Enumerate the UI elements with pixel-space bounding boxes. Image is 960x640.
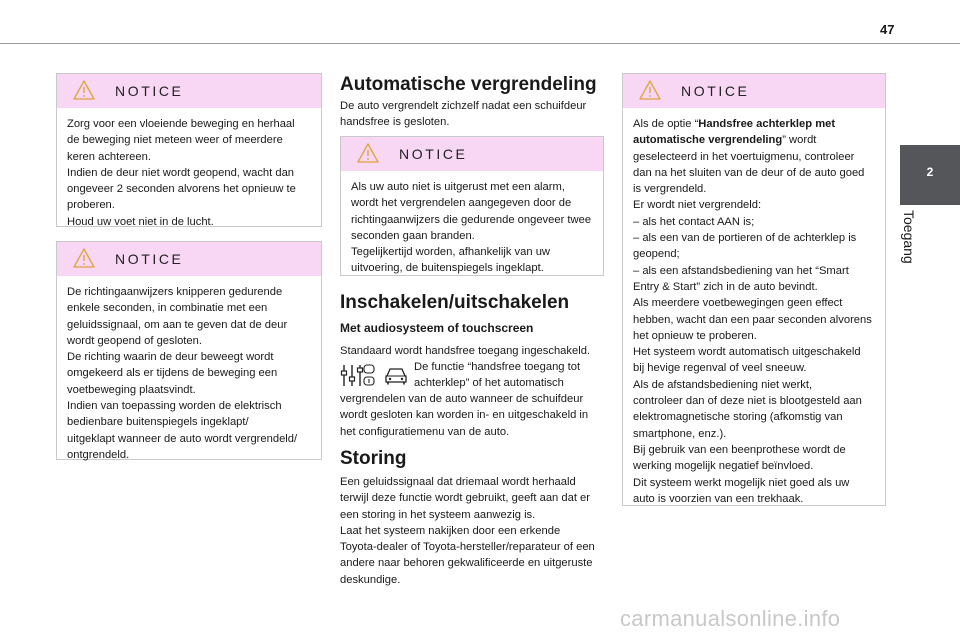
text-line: ongeveer 2 seconden alvorens het opnieuw te: [67, 183, 296, 196]
text-line: uitgeklapt wanneer de auto wordt vergrendeld/: [67, 432, 298, 445]
warning-triangle-icon: [357, 143, 379, 163]
text-line: Er wordt niet vergrendeld:: [633, 199, 762, 212]
text-line: bedienbare buitenspiegels ingeklapt/: [67, 416, 249, 429]
car-icon: [383, 366, 409, 386]
text-line: Het systeem wordt automatisch uitgeschakeld: [633, 346, 861, 359]
subheading-audio-touchscreen: Met audiosysteem of touchscreen: [340, 321, 534, 335]
text-line: elektromagnetische storing (afkomstig van: [633, 411, 843, 424]
option-name-bold: automatische vergrendeling: [633, 134, 783, 147]
chapter-label: [895, 210, 923, 300]
text-line: dan na het sluiten van de deur of de auto goed: [633, 166, 865, 179]
text-line: het configuratiemenu van de auto.: [340, 425, 510, 438]
text-line: omgekeerd als er tijdens de beweging een: [67, 367, 278, 380]
notice-box-3: [340, 136, 604, 276]
notice-header: [623, 74, 885, 108]
text-line: – als een van de portieren of de achterklep is: [633, 232, 857, 245]
text-line: andere naar behoren gekwalificeerde en uitgeruste: [340, 557, 593, 570]
text-line: Toyota-dealer of Toyota-hersteller/reparateur of een: [340, 541, 595, 554]
text-line: De richtingaanwijzers knipperen gedurende: [67, 286, 283, 298]
notice-title: NOTICE: [115, 83, 184, 99]
default-paragraph: Standaard wordt handsfree toegang ingeschakeld.: [340, 345, 591, 357]
text-line: proberen.: [67, 199, 115, 212]
text-line: uitvoering, de buitenspiegels ingeklapt.: [351, 262, 544, 275]
text-line: De auto vergrendelt zichzelf nadat een schuifdeur: [340, 100, 587, 112]
text-line: de beweging niet meteen weer of meerdere: [67, 134, 283, 147]
text-line: – als het contact AAN is;: [633, 215, 755, 228]
warning-triangle-icon: [73, 248, 95, 268]
header-divider: [0, 43, 960, 44]
page-number: 47: [880, 22, 895, 37]
text-line: controleer dan of deze niet is blootgesteld aan: [633, 395, 862, 408]
notice-title: NOTICE: [399, 146, 468, 162]
option-name-bold: Handsfree achterklep met: [698, 118, 836, 130]
text-line: voetbeweging plaatsvindt.: [67, 383, 196, 396]
text-line: Houd uw voet niet in de lucht.: [67, 215, 214, 228]
notice-header: [57, 242, 321, 276]
text-line: is vergrendeld.: [633, 183, 707, 196]
heading-enable-disable: Inschakelen/uitschakelen: [340, 292, 570, 313]
text-line: Een geluidssignaal dat driemaal wordt herhaald: [340, 476, 576, 488]
text-line: geopend;: [633, 248, 680, 261]
text-line: Als uw auto niet is uitgerust met een alarm,: [351, 181, 565, 193]
text-line: een storing in het systeem aanwezig is.: [340, 508, 536, 521]
text-line: deskundige.: [340, 573, 401, 586]
notice-body: [341, 171, 603, 285]
function-paragraph: [340, 391, 615, 440]
text-fragment: Als de optie “: [633, 118, 699, 130]
notice-header: [57, 74, 321, 108]
warning-triangle-icon: [73, 80, 95, 100]
text-line: wordt gesloten kan worden in- en uitgeschakeld in: [340, 409, 589, 422]
text-line: handsfree is gesloten.: [340, 116, 450, 129]
text-fragment: ” wordt: [782, 134, 817, 147]
text-line: De richting waarin de deur beweegt wordt: [67, 351, 274, 364]
malfunction-paragraph: [340, 474, 615, 588]
text-line: geselecteerd in het voertuigmenu, controleer: [633, 150, 855, 163]
intro-paragraph: [340, 98, 610, 131]
text-line: Indien de deur niet wordt geopend, wacht dan: [67, 166, 295, 179]
text-line: auto is voorzien van een trekhaak.: [633, 492, 804, 505]
text-line: wordt geopend of gesloten.: [67, 334, 202, 347]
function-paragraph-icon-lines: [414, 359, 614, 392]
text-line: richtingaanwijzers die gedurende ongeveer twee: [351, 213, 592, 226]
text-line: – als een afstandsbediening van het “Smart: [633, 264, 849, 277]
text-line: Zorg voor een vloeiende beweging en herhaal: [67, 118, 295, 130]
notice-title: NOTICE: [681, 83, 750, 99]
text-line: Als de afstandsbediening niet werkt,: [633, 378, 813, 391]
text-line: Entry & Start” zich in de auto bevindt.: [633, 280, 818, 293]
notice-header: [341, 137, 603, 171]
text-line: Als meerdere voetbewegingen geen effect: [633, 297, 843, 310]
notice-title: NOTICE: [115, 251, 184, 267]
text-line: Laat het systeem nakijken door een erkende: [340, 524, 561, 537]
notice-box-4: [622, 73, 886, 506]
text-line: Indien van toepassing worden de elektrisch: [67, 400, 282, 413]
text-line: enkele seconden, in combinatie met een: [67, 302, 268, 315]
text-line: keren achtereen.: [67, 150, 151, 163]
notice-body: [623, 108, 885, 515]
text-line: het opnieuw te proberen.: [633, 329, 757, 342]
notice-body: [57, 108, 321, 238]
text-line: [633, 116, 875, 132]
text-line: werking mogelijk negatief beïnvloed.: [633, 460, 814, 473]
settings-sliders-icon: [340, 362, 376, 388]
text-line: Tegelijkertijd worden, afhankelijk van uw: [351, 246, 550, 259]
text-line: [633, 132, 875, 148]
text-line: De functie “handsfree toegang tot: [414, 361, 581, 373]
text-line: Dit systeem werkt mogelijk niet goed als uw: [633, 476, 850, 489]
notice-box-1: [56, 73, 322, 227]
text-line: vergrendelen van de auto wanneer de schuifdeur: [340, 393, 584, 405]
notice-box-2: [56, 241, 322, 460]
heading-malfunction: Storing: [340, 448, 407, 469]
text-line: bij hevige regenval of veel sneeuw.: [633, 362, 807, 375]
text-line: ontgrendeld.: [67, 448, 130, 461]
text-line: geluidssignaal, om aan te geven dat de deur: [67, 318, 288, 331]
chapter-number: 2: [926, 165, 934, 179]
heading-automatic-locking: Automatische vergrendeling: [340, 74, 597, 95]
watermark: carmanualsonline.info: [620, 606, 841, 631]
text-line: seconden gaan branden.: [351, 229, 475, 242]
text-line: Bij gebruik van een beenprothese wordt de: [633, 443, 846, 456]
text-line: wordt het vergrendelen aangegeven door de: [351, 197, 572, 210]
text-line: terwijl deze functie wordt gebruikt, geeft aan dat er: [340, 492, 590, 505]
text-line: hebben, wacht dan een paar seconden alvorens: [633, 313, 872, 326]
notice-body: [57, 276, 321, 471]
warning-triangle-icon: [639, 80, 661, 100]
text-line: smartphone, enz.).: [633, 427, 727, 440]
text-line: achterklep” of het automatisch: [414, 377, 564, 390]
chapter-label-text: Toegang: [901, 210, 917, 264]
